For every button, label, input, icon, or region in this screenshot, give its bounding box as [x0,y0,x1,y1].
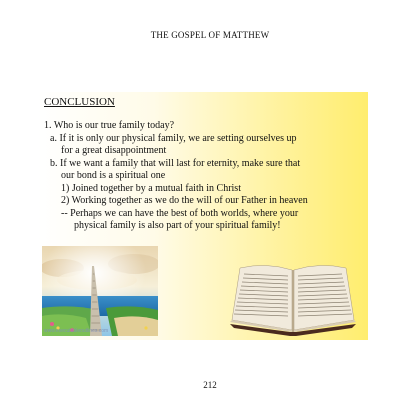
outline-note: -- Perhaps we can have the best of both worlds, where your [61,207,299,219]
outline-point-1: 1. Who is our true family today? [44,120,175,131]
page-number: 212 [203,380,217,390]
outline-note-continued: physical family is also part of your spiritual family! [74,220,281,231]
outline-subpoint-b-continued: our bond is a spiritual one [61,170,166,181]
image-watermark: www.executableoutlines.com [44,328,109,334]
slide-heading: CONCLUSION [44,96,115,108]
outline-subpoint-a-continued: for a great disappointment [61,145,167,156]
outline-subpoint-a: a. If it is only our physical family, we are setting ourselves up [50,132,297,144]
slide-body [44,120,366,233]
slide-panel [38,92,368,340]
outline-subpoint-b: b. If we want a family that will last for eternity, make sure that [50,157,301,169]
outline-item-1: 1) Joined together by a mutual faith in Christ [61,182,241,194]
outline-item-2: 2) Working together as we do the will of our Father in heaven [61,195,308,206]
open-bible-picture [226,258,360,336]
page-header-title: THE GOSPEL OF MATTHEW [150,30,270,40]
stairway-to-heaven-picture [42,246,158,336]
